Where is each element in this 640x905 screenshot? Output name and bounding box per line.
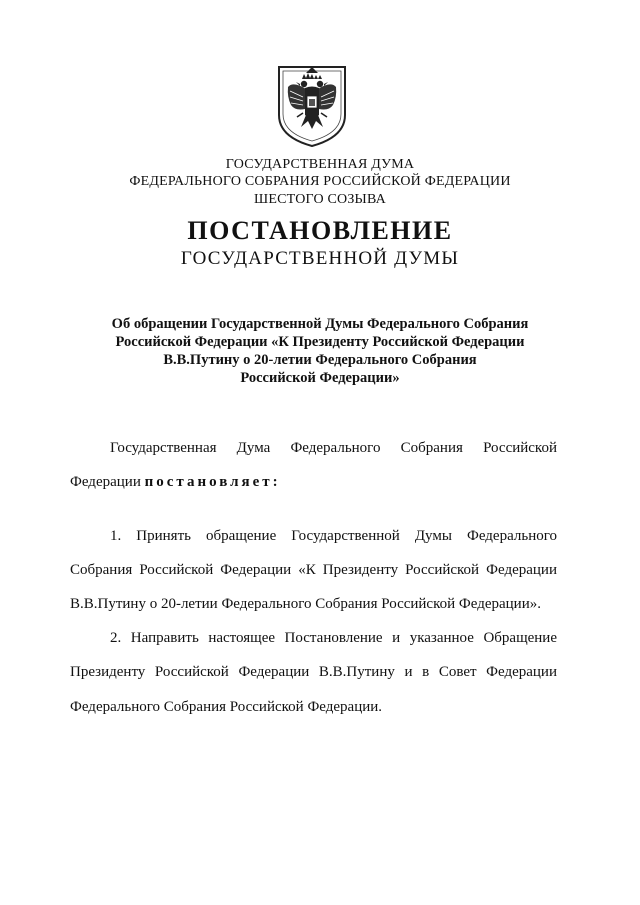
- header-line-1: ГОСУДАРСТВЕННАЯ ДУМА: [225, 157, 415, 172]
- item-1-line-1: 1. Принять обращение Государственной Думы Федерального: [110, 528, 557, 544]
- subject-line-4: Российской Федерации»: [240, 370, 400, 386]
- item-2-line-3: Федерального Собрания Российской Федерации.: [70, 699, 383, 715]
- preamble-line-1: Государственная Дума Федерального Собрания Российской: [110, 440, 557, 456]
- subject-line-3: В.В.Путину о 20-летии Федерального Собрания: [163, 352, 477, 368]
- subject-line-2: Российской Федерации «К Президенту Российской Федерации: [115, 334, 525, 350]
- item-1-line-2: Собрания Российской Федерации «К Президенту Российской Федерации: [70, 562, 557, 578]
- resolves-keyword: постановляет:: [144, 474, 281, 490]
- item-2-line-2: Президенту Российской Федерации В.В.Путину и в Совет Федерации: [70, 664, 557, 680]
- preamble-line-2: [70, 474, 557, 491]
- header-line-2: ФЕДЕРАЛЬНОГО СОБРАНИЯ РОССИЙСКОЙ ФЕДЕРАЦИИ: [129, 174, 511, 189]
- item-1-line-3: В.В.Путину о 20-летии Федерального Собрания Российской Федерации».: [70, 596, 541, 612]
- document-subtitle: ГОСУДАРСТВЕННОЙ ДУМЫ: [180, 248, 460, 269]
- item-2-line-1: 2. Направить настоящее Постановление и указанное Обращение: [110, 630, 557, 646]
- preamble-prefix: Федерации: [70, 474, 145, 490]
- subject-line-1: Об обращении Государственной Думы Федерального Собрания: [111, 316, 529, 332]
- document-type-title: ПОСТАНОВЛЕНИЕ: [187, 216, 453, 245]
- coat-of-arms-emblem: [275, 63, 349, 149]
- header-line-3: ШЕСТОГО СОЗЫВА: [254, 192, 386, 207]
